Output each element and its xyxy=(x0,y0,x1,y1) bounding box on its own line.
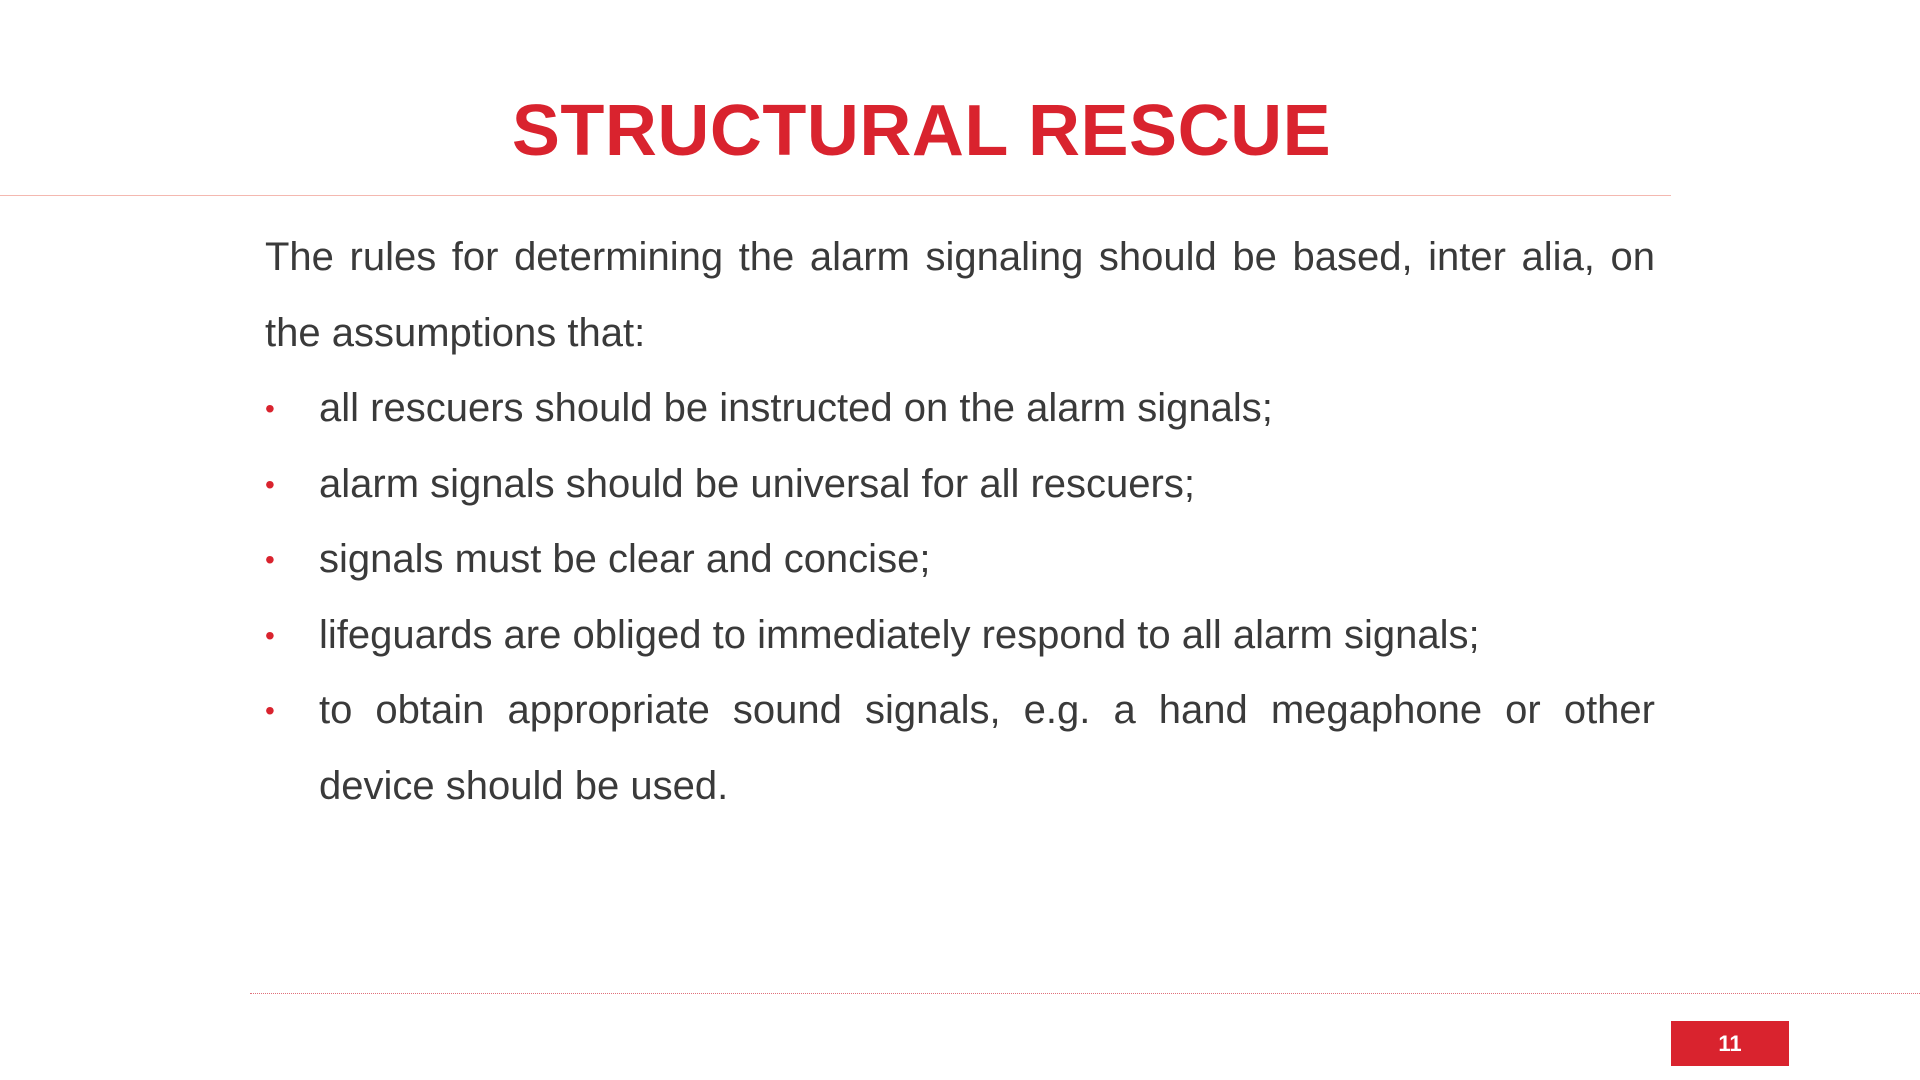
bullet-dot-icon: • xyxy=(265,544,275,575)
bullet-dot-icon: • xyxy=(265,619,275,651)
title-divider xyxy=(0,195,1671,196)
bullet-dot-icon: • xyxy=(265,695,275,726)
slide-content xyxy=(265,220,1655,824)
slide-title: STRUCTURAL RESCUE xyxy=(511,91,1332,171)
bullet-list xyxy=(265,371,1655,824)
bullet-item xyxy=(265,522,1655,598)
bullet-item xyxy=(265,673,1655,824)
intro-paragraph: The rules for determining the alarm signaling should be based, inter alia, on the assumptions that: xyxy=(265,235,1655,355)
bullet-dot-icon: • xyxy=(265,468,275,500)
bullet-text: alarm signals should be universal for all rescuers; xyxy=(319,461,1195,506)
footer-divider xyxy=(250,993,1920,994)
bullet-item xyxy=(265,371,1655,447)
bullet-item xyxy=(265,447,1655,523)
bullet-item xyxy=(265,598,1655,674)
bullet-text: to obtain appropriate sound signals, e.g. a hand megaphone or other device should be used. xyxy=(319,688,1655,808)
page-number: 11 xyxy=(1718,1030,1742,1056)
page-number-badge xyxy=(1671,1021,1789,1066)
bullet-text: signals must be clear and concise; xyxy=(319,537,931,581)
bullet-text: lifeguards are obliged to immediately respond to all alarm signals; xyxy=(319,612,1480,657)
bullet-dot-icon: • xyxy=(265,393,275,424)
bullet-text: all rescuers should be instructed on the alarm signals; xyxy=(319,386,1273,430)
